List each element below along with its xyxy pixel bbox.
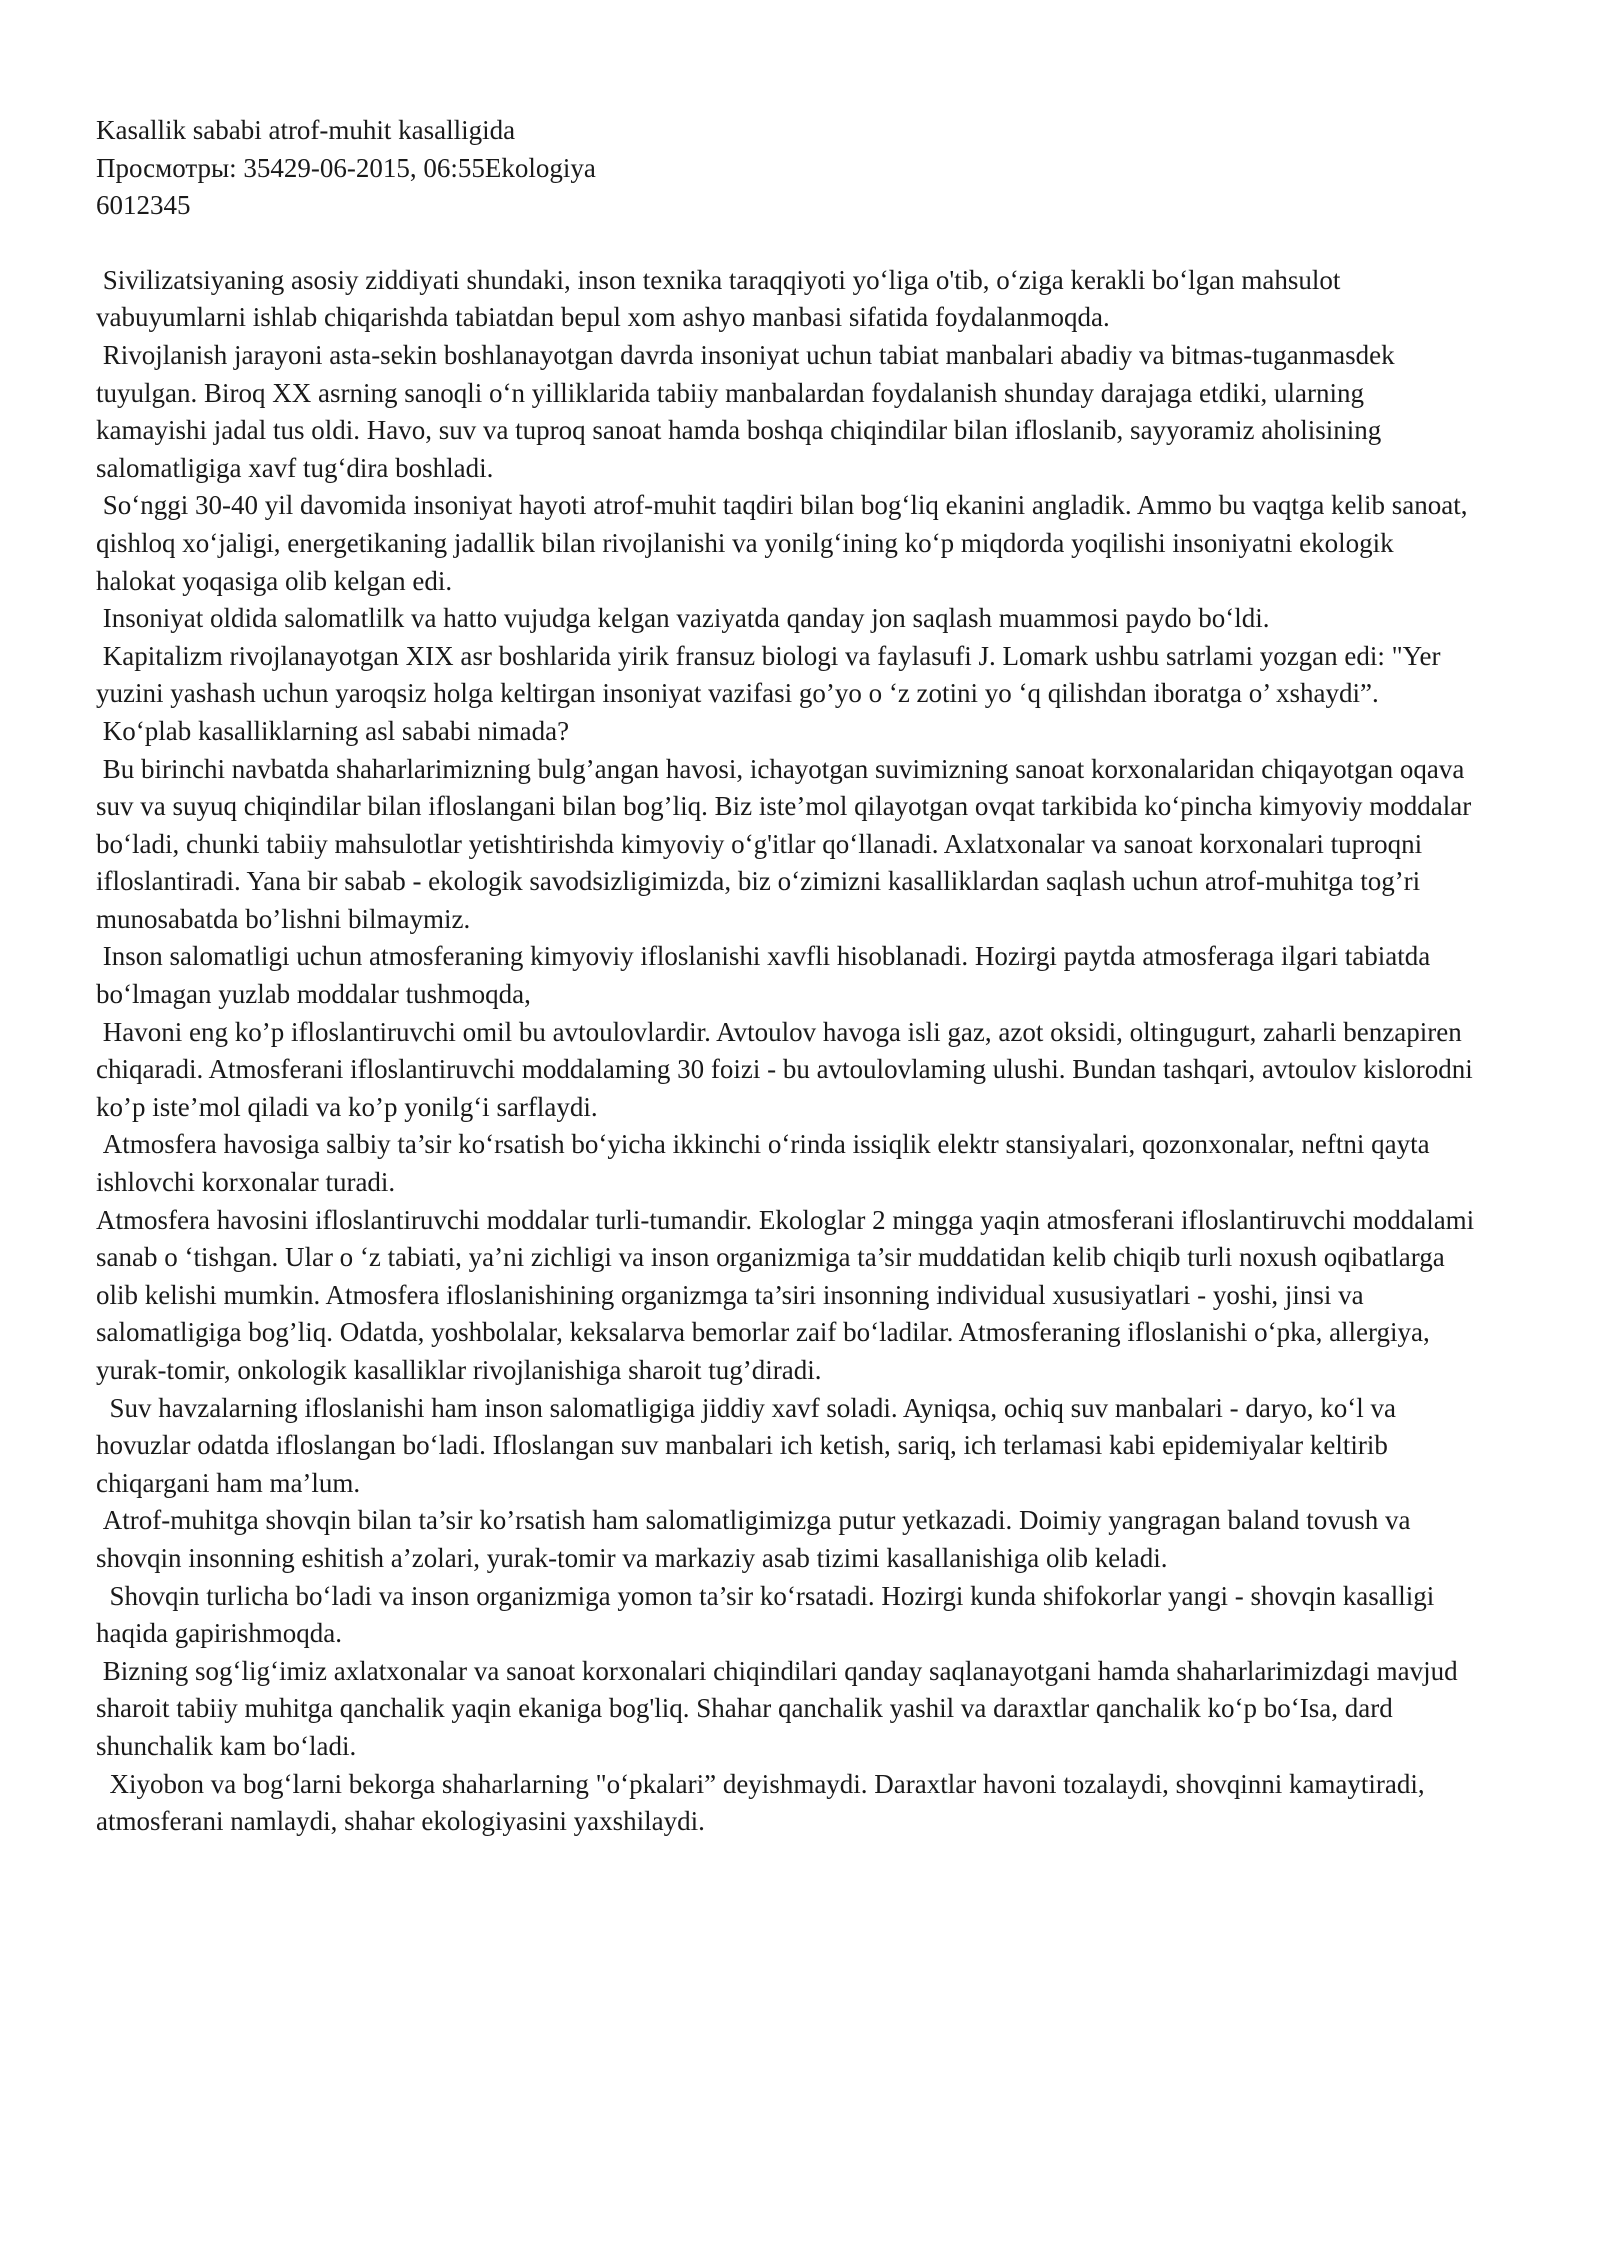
paragraph: Inson salomatligi uchun atmosferaning kimyoviy ifloslanishi xavfli hisoblanadi. Hozirgi paytda atmosferaga ilgari tabiatda bo‘lmagan yuzlab moddalar tushmoqda, xyxy=(96,941,1437,1010)
paragraph: Rivojlanish jarayoni asta-sekin boshlanayotgan davrda insoniyat uchun tabiat manbalari abadiy va bitmas-tuganmasdek tuyulgan. Biroq XX asrning sanoqli o‘n yilliklarida tabiiy manbalardan foydalanish shunday darajaga etdiki, ularning kamayishi jadal tus oldi. Havo, suv va tuproq sanoat hamda boshqa chiqindilar bilan ifloslanib, sayyoramiz aholisining salomatligiga xavf tug‘dira boshladi. xyxy=(96,339,1402,483)
paragraph: Atmosfera havosini ifloslantiruvchi moddalar turli-tumandir. Ekologlar 2 mingga yaqin atmosferani ifloslantiruvchi moddalami sanab o ‘tishgan. Ular o ‘z tabiati, ya’ni zichligi va inson organizmiga ta’sir muddatidan kelib chiqib turli noxush oqibatlarga olib kelishi mumkin. Atmosfera ifloslanishining organizmga ta’siri insonning individual xususiyatlari - yoshi, jinsi va salomatligiga bog’liq. Odatda, yoshbolalar, keksalarva bemorlar zaif bo‘ladilar. Atmosferaning ifloslanishi o‘pka, allergiya, yurak-tomir, onkologik kasalliklar rivojlanishiga sharoit tug’diradi. xyxy=(96,1204,1481,1385)
paragraph: Atrof-muhitga shovqin bilan ta’sir ko’rsatish ham salomatligimizga putur yetkazadi. Doimiy yangragan baland tovush va shovqin insonning eshitish a’zolari, yurak-tomir va markaziy asab tizimi kasallanishiga olib keladi. xyxy=(96,1505,1418,1573)
paragraph: Xiyobon va bog‘larni bekorga shaharlarning "o‘pkalari” deyishmaydi. Daraxtlar havoni tozalaydi, shovqinni kamaytiradi, atmosferani namlaydi, shahar ekologiyasini yaxshilaydi. xyxy=(96,1768,1432,1837)
paragraph: Atmosfera havosiga salbiy ta’sir ko‘rsatish bo‘yicha ikkinchi o‘rinda issiqlik elektr stansiyalari, qozonxonalar, neftni qayta ishlovchi korxonalar turadi. xyxy=(96,1129,1437,1198)
paragraph: Kapitalizm rivojlanayotgan XIX asr boshlarida yirik fransuz biologi va faylasufi J. Lomark ushbu satrlami yozgan edi: "Yer yuzini yashash uchun yaroqsiz holga keltirgan insoniyat vazifasi go’yo o ‘z zotini yo ‘q qilishdan iboratga o’ xshaydi”. xyxy=(96,640,1448,709)
document-body xyxy=(96,112,1481,1841)
paragraph: Ko‘plab kasalliklarning asl sababi nimada? xyxy=(96,715,570,746)
paragraph: Sivilizatsiyaning asosiy ziddiyati shundaki, inson texnika taraqqiyoti yo‘liga o'tib, o‘ziga kerakli bo‘lgan mahsulot vabuyumlarni ishlab chiqarishda tabiatdan bepul xom ashyo manbasi sifatida foydalanmoqda. xyxy=(96,264,1348,333)
paragraph: Havoni eng ko’p ifloslantiruvchi omil bu avtoulovlardir. Avtoulov havoga isli gaz, azot oksidi, oltingugurt, zaharli benzapiren chiqaradi. Atmosferani ifloslantiruvchi moddalaming 30 foizi - bu avtoulovlaming ulushi. Bundan tashqari, avtoulov kislorodni ko’p iste’mol qiladi va ko’p yonilg‘i sarflaydi. xyxy=(96,1016,1480,1122)
document-title: Kasallik sababi atrof-muhit kasalligida xyxy=(96,115,516,145)
paragraph: Suv havzalarning ifloslanishi ham inson salomatligiga jiddiy xavf soladi. Ayniqsa, ochiq suv manbalari - daryo, ko‘l va hovuzlar odatda ifloslangan bo‘ladi. Ifloslangan suv manbalari ich ketish, sariq, ich terlamasi kabi epidemiyalar keltirib chiqargani ham ma’lum. xyxy=(96,1392,1403,1498)
paragraph: Bu birinchi navbatda shaharlarimizning bulg’angan havosi, ichayotgan suvimizning sanoat korxonalaridan chiqayotgan oqava suv va suyuq chiqindilar bilan ifloslangani bilan bog’liq. Biz iste’mol qilayotgan ovqat tarkibida ko‘pincha kimyoviy moddalar bo‘ladi, chunki tabiiy mahsulotlar yetishtirishda kimyoviy o‘g'itlar qo‘llanadi. Axlatxonalar va sanoat korxonalari tuproqni ifloslantiradi. Yana bir sabab - ekologik savodsizligimizda, biz o‘zimizni kasalliklardan saqlash uchun atrof-muhitga tog’ri munosabatda bo’lishni bilmaymiz. xyxy=(96,753,1478,934)
article-text xyxy=(96,262,1481,1841)
paragraph: So‘nggi 30-40 yil davomida insoniyat hayoti atrof-muhit taqdiri bilan bog‘liq ekanini angladik. Ammo bu vaqtga kelib sanoat, qishloq xo‘jaligi, energetikaning jadallik bilan rivojlanishi va yonilg‘ining ko‘p miqdorda yoqilishi insoniyatni ekologik halokat yoqasiga olib kelgan edi. xyxy=(96,490,1475,596)
document-header xyxy=(96,112,1476,225)
paragraph: Bizning sog‘lig‘imiz axlatxonalar va sanoat korxonalari chiqindilari qanday saqlanayotgani hamda shaharlarimizdagi mavjud sharoit tabiiy muhitga qanchalik yaqin ekaniga bog'liq. Shahar qanchalik yashil va daraxtlar qanchalik ko‘p bo‘Isa, dard shunchalik kam bo‘ladi. xyxy=(96,1655,1465,1761)
paragraph: Insoniyat oldida salomatlilk va hatto vujudga kelgan vaziyatda qanday jon saqlash muammosi paydo bo‘ldi. xyxy=(96,603,1270,634)
id-line: 6012345 xyxy=(96,190,191,221)
paragraph: Shovqin turlicha bo‘ladi va inson organizmiga yomon ta’sir ko‘rsatadi. Hozirgi kunda shifokorlar yangi - shovqin kasalligi haqida gapirishmoqda. xyxy=(96,1580,1442,1649)
meta-line: Просмотры: 35429-06-2015, 06:55Ekologiya xyxy=(96,152,596,183)
